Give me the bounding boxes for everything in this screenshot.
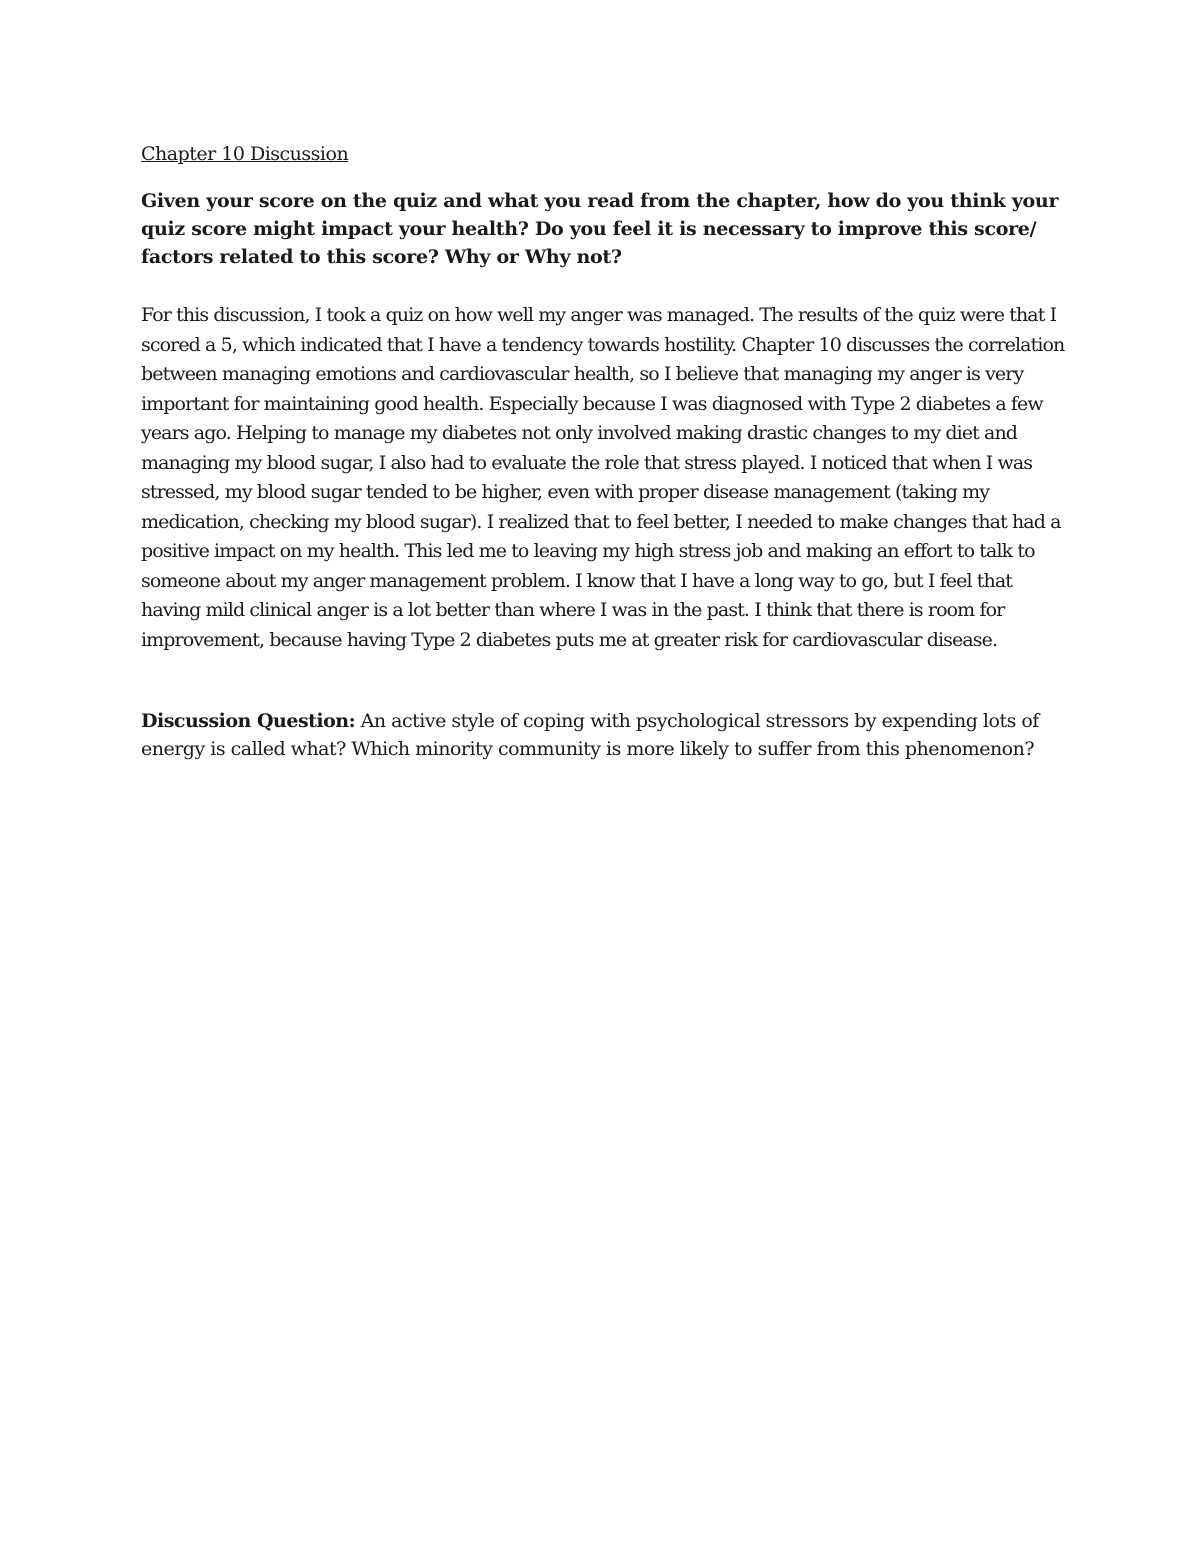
discussion-response: For this discussion, I took a quiz on how well my anger was managed. The results of the quiz were that I scored a 5, which indicated that I have a tendency towards hostility. Chapter 10 discusses the correlation between managing emotions and cardiovascular health, so I believe that managing my anger is very important for maintaining good health. Especially because I was diagnosed with Type 2 diabetes a few years ago. Helping to manage my diabetes not only involved making drastic changes to my diet and managing my blood sugar, I also had to evaluate the role that stress played. I noticed that when I was stressed, my blood sugar tended to be higher, even with proper disease management (taking my medication, checking my blood sugar). I realized that to feel better, I needed to make changes that had a positive impact on my health. This led me to leaving my high stress job and making an effort to talk to someone about my anger management problem. I know that I have a long way to go, but I feel that having mild clinical anger is a lot better than where I was in the past. I think that there is room for improvement, because having Type 2 diabetes puts me at greater risk for cardiovascular disease. <box>141 304 1065 651</box>
discussion-question <box>141 707 1071 763</box>
discussion-prompt: Given your score on the quiz and what you read from the chapter, how do you think your quiz score might impact your health? Do you feel it is necessary to improve this score/ factors related to this score? Why or Why not? <box>141 190 1059 268</box>
document-content <box>141 140 1071 763</box>
discussion-question-label: Discussion Question: <box>141 710 356 732</box>
discussion-question-text: An active style of coping with psychological stressors by expending lots of energy is called what? Which minority community is more likely to suffer from this phenomenon? <box>141 710 1039 760</box>
page-title: Chapter 10 Discussion <box>141 143 349 165</box>
